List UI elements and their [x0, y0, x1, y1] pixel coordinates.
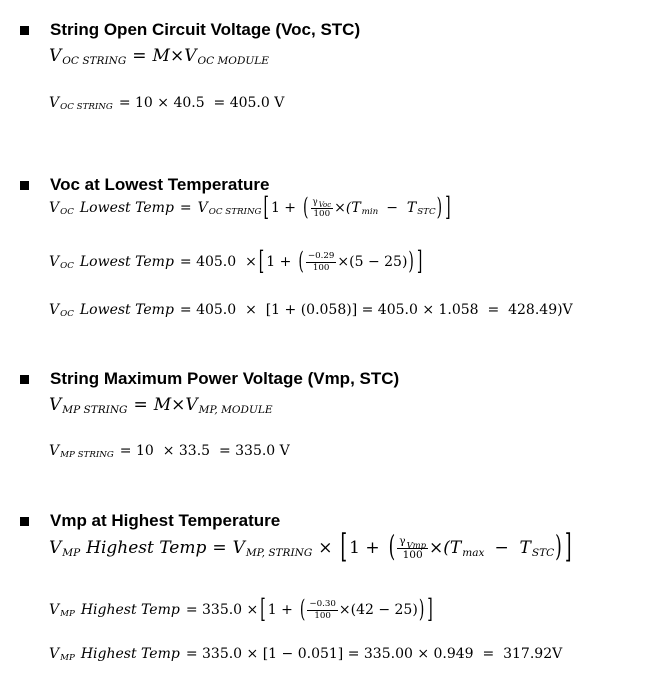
- fraction: [397, 536, 428, 560]
- eq-var: V: [49, 443, 60, 459]
- eq-name: Highest Temp: [86, 537, 207, 558]
- equation-voc-lowest-substitution: [49, 246, 424, 278]
- heading-text: String Maximum Power Voltage (Vmp, STC): [50, 369, 400, 388]
- eq-operator: =: [133, 395, 148, 415]
- eq-var: V: [49, 602, 60, 619]
- right-bracket: ]: [416, 246, 423, 278]
- eq-subscript: MP: [62, 546, 81, 559]
- eq-subscript: min: [361, 206, 379, 217]
- left-bracket: [: [263, 192, 269, 224]
- right-bracket: ]: [427, 594, 433, 626]
- left-bracket: [: [258, 246, 265, 278]
- eq-name: Lowest Temp: [79, 302, 174, 318]
- equation-vmp-highest-result: [49, 647, 562, 661]
- right-paren: ): [555, 530, 562, 565]
- eq-var: V: [49, 254, 60, 271]
- section-heading-voc-lowest: [20, 175, 269, 195]
- left-paren: (: [298, 248, 304, 276]
- eq-one-plus: 1 +: [266, 254, 292, 271]
- denominator: 100: [402, 548, 423, 561]
- denominator: 100: [312, 262, 330, 273]
- eq-name: Highest Temp: [80, 602, 180, 619]
- numerator: −0.30: [309, 599, 336, 609]
- eq-one-plus: 1 +: [349, 537, 380, 558]
- eq-term: − T: [386, 200, 417, 217]
- fraction: [306, 252, 337, 272]
- equation-voc-lowest-result: [49, 303, 573, 317]
- eq-subscript: STC: [417, 206, 436, 217]
- right-paren: ): [418, 596, 425, 624]
- eq-var: V: [49, 302, 60, 318]
- eq-var: V: [49, 95, 60, 111]
- eq-subscript: STC: [531, 546, 555, 559]
- right-paren: ): [436, 194, 443, 222]
- left-paren: (: [299, 596, 306, 624]
- equation-voc-lowest-formula: [49, 192, 453, 224]
- eq-subscript: MP, STRING: [245, 546, 313, 559]
- eq-rhs: = 10 × 40.5 = 405.0 V: [118, 95, 285, 111]
- eq-subscript: MP: [60, 608, 75, 619]
- eq-subscript: MP, MODULE: [198, 403, 273, 416]
- eq-var: V: [49, 537, 62, 558]
- eq-var: M: [153, 395, 172, 415]
- eq-one-plus: 1 +: [270, 200, 297, 217]
- equation-vmp-highest-substitution: [49, 594, 435, 626]
- eq-operator: =: [132, 46, 147, 66]
- square-bullet-icon: [20, 517, 29, 526]
- eq-subscript: OC STRING: [62, 54, 127, 67]
- eq-rhs: = 335.0 × [1 − 0.051] = 335.00 × 0.949 = 317.92V: [185, 646, 563, 662]
- eq-pre: = 335.0 ×: [185, 602, 259, 619]
- eq-name: Lowest Temp: [79, 200, 174, 217]
- heading-text: Vmp at Highest Temperature: [50, 511, 281, 530]
- eq-var: M: [152, 46, 170, 66]
- square-bullet-icon: [20, 375, 29, 384]
- equation-voc-string: [49, 48, 269, 65]
- right-paren: ): [408, 248, 414, 276]
- right-bracket: ]: [445, 192, 451, 224]
- eq-var: V: [197, 200, 208, 217]
- left-bracket: [: [260, 594, 266, 626]
- eq-subscript: OC MODULE: [197, 54, 269, 67]
- square-bullet-icon: [20, 26, 29, 35]
- eq-subscript: OC: [60, 206, 74, 217]
- eq-var: V: [185, 395, 198, 415]
- eq-var: V: [49, 200, 60, 217]
- gamma: γ: [312, 197, 318, 207]
- eq-post: ×(5 − 25): [337, 254, 408, 271]
- fraction: [307, 600, 338, 620]
- eq-subscript: OC: [60, 308, 74, 319]
- eq-pre: = 405.0 ×: [179, 254, 257, 271]
- eq-operator: =: [179, 200, 192, 217]
- eq-subscript: MP: [60, 652, 75, 663]
- denominator: 100: [313, 208, 331, 219]
- equation-vmp-highest-formula: [49, 528, 573, 567]
- eq-subscript: OC: [60, 260, 74, 271]
- section-heading-voc-stc: [20, 20, 360, 40]
- eq-term: − T: [494, 537, 531, 558]
- equation-voc-string-value: [49, 96, 284, 110]
- equation-vmp-string-value: [49, 444, 290, 458]
- eq-var: V: [232, 537, 245, 558]
- eq-subscript: Vmp: [406, 539, 427, 550]
- eq-rhs: = 405.0 × [1 + (0.058)] = 405.0 × 1.058 = 428.49)V: [179, 302, 573, 318]
- eq-subscript: Voc: [318, 201, 332, 210]
- eq-name: Highest Temp: [80, 646, 180, 662]
- eq-subscript: max: [462, 546, 485, 559]
- heading-text: String Open Circuit Voltage (Voc, STC): [50, 20, 361, 39]
- eq-one-plus: 1 +: [267, 602, 293, 619]
- eq-operator: ×: [169, 46, 185, 66]
- eq-post: ×(42 − 25): [338, 602, 418, 619]
- eq-var: V: [49, 395, 62, 415]
- equation-vmp-string: [49, 397, 273, 414]
- eq-operator: ×: [318, 537, 333, 558]
- numerator: −0.29: [307, 251, 335, 261]
- eq-var: V: [49, 646, 60, 662]
- eq-subscript: MP STRING: [60, 449, 114, 460]
- eq-var: V: [49, 46, 62, 66]
- eq-operator: ×: [171, 395, 186, 415]
- heading-text: Voc at Lowest Temperature: [50, 175, 270, 194]
- fraction: [311, 198, 334, 218]
- eq-operator: =: [212, 537, 227, 558]
- left-paren: (: [388, 530, 396, 565]
- left-bracket: [: [340, 528, 348, 567]
- eq-term: ×(T: [334, 200, 361, 217]
- eq-rhs: = 10 × 33.5 = 335.0 V: [119, 443, 290, 459]
- eq-subscript: OC STRING: [208, 206, 262, 217]
- eq-subscript: OC STRING: [60, 101, 113, 112]
- section-heading-vmp-stc: [20, 369, 399, 389]
- left-paren: (: [303, 194, 309, 222]
- gamma: γ: [399, 535, 406, 547]
- denominator: 100: [314, 610, 331, 621]
- eq-name: Lowest Temp: [79, 254, 174, 271]
- right-bracket: ]: [564, 528, 572, 567]
- eq-term: ×(T: [429, 537, 462, 558]
- eq-var: V: [184, 46, 197, 66]
- section-heading-vmp-highest: [20, 511, 280, 531]
- eq-subscript: MP STRING: [62, 403, 128, 416]
- square-bullet-icon: [20, 181, 29, 190]
